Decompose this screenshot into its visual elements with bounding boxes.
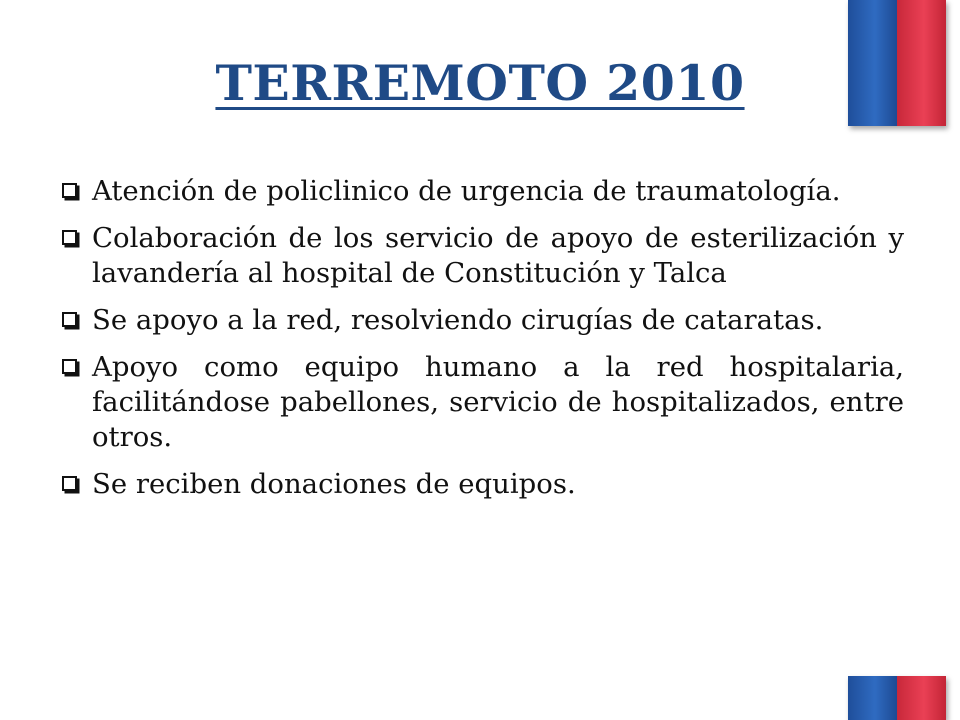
bullet-text: Apoyo como equipo humano a la red hospitalaria, facilitándose pabellones, servicio de hospitalizados, entre otros.	[92, 351, 904, 453]
bullet-item	[62, 174, 904, 209]
bullet-list	[62, 174, 904, 514]
bullet-text: Se apoyo a la red, resolviendo cirugías de cataratas.	[92, 304, 824, 336]
flag-red-stripe	[897, 676, 946, 720]
slide-title-text: TERREMOTO 2010	[215, 54, 745, 112]
bullet-item	[62, 350, 904, 455]
bullet-item	[62, 221, 904, 291]
checkbox-square-icon	[62, 183, 77, 198]
checkbox-square-icon	[62, 230, 77, 245]
bullet-item	[62, 467, 904, 502]
checkbox-square-icon	[62, 476, 77, 491]
bullet-text: Se reciben donaciones de equipos.	[92, 468, 576, 500]
slide-title	[0, 54, 960, 112]
bullet-text: Atención de policlinico de urgencia de traumatología.	[92, 175, 841, 207]
flag-blue-stripe	[848, 676, 897, 720]
bullet-text: Colaboración de los servicio de apoyo de esterilización y lavandería al hospital de Constitución y Talca	[92, 222, 904, 289]
flag-stripes-bottom	[848, 676, 946, 720]
checkbox-square-icon	[62, 312, 77, 327]
checkbox-square-icon	[62, 359, 77, 374]
bullet-item	[62, 303, 904, 338]
